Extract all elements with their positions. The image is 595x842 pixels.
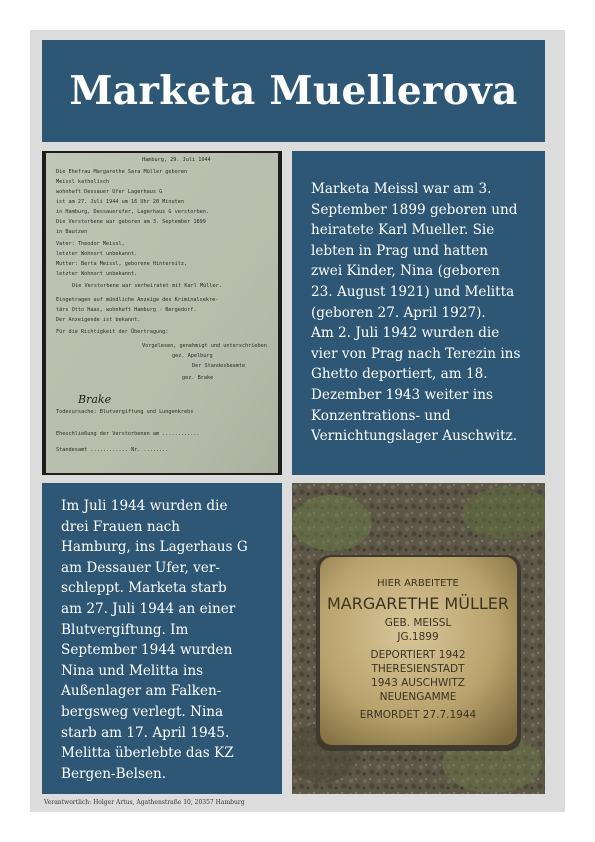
document-line: ist am 27. Juli 1944 um 16 Uhr 20 Minuten [56,199,185,205]
document-line: Die Verstorbene war geboren am 3. September 1899 [56,219,206,225]
document-line: Eingetragen auf mündliche Anzeige des Kriminalsekre- [56,297,219,303]
stone-inscription-line: JG.1899 [397,631,439,643]
document-line: letzter Wohnort unbekannt. [56,271,138,277]
document-line: gez. Apelburg [172,353,213,359]
stone-inscription-line: GEB. MEISSL [384,617,452,629]
document-line: letzter Wohnort unbekannt. [56,251,138,257]
document-line: Die Ehefrau Margarethe Sara Müller geboren [56,169,188,175]
stone-inscription-line: NEUENGAMME [379,691,457,703]
footer-credit: Verantwortlich: Holger Artus, Agathenstraße 10, 20357 Hamburg [44,799,245,806]
stone-inscription-line: HIER ARBEITETE [377,578,459,589]
page-title: Marketa Muellerova [69,68,518,114]
biography-text-top: Marketa Meissl war am 3. September 1899 geboren und heiratete Karl Mueller. Sie lebten in Prag und hatten zwei Kinder, Nina (geboren 23. August 1921) und Melitta (geboren 27. April 1927). Am 2. Juli 1942 wurden die vier von Prag nach Terezin ins Ghetto deportiert, am 18. Dezember 1943 weiter ins Konzentrations- und Vernichtungslager Auschwitz. [311,181,521,445]
biography-panel-bottom [42,483,282,794]
document-line: Standesamt ............ Nr. ........ [56,447,169,453]
document-line: Der Standesbeamte [192,363,246,369]
document-line: Mutter: Berta Meissl, geborene Hinternitz, [56,261,188,267]
document-line: Hamburg, 29. Juli 1944 [142,157,211,163]
death-certificate-photo [42,151,282,475]
document-line: Die Verstorbene war verheiratet mit Karl Müller. [72,283,222,289]
document-line: Vater: Theodor Meissl, [56,241,125,247]
stone-inscription-line: DEPORTIERT 1942 [370,649,466,661]
stone-inscription-line: MARGARETHE MÜLLER [326,594,510,613]
stone-inscription-line: 1943 AUSCHWITZ [371,677,465,689]
document-line: Vorgelesen, genehmigt und unterschrieben [142,343,267,349]
document-line: wohnhaft Dessauer Ufer Lagerhaus G [56,189,163,195]
document-line: in Bautzen [56,229,88,235]
stone-inscription-line: ERMORDET 27.7.1944 [359,709,477,721]
stone-inscription-line: THERESIENSTADT [371,663,465,675]
stolperstein-photo [292,483,545,794]
document-line: Für die Richtigkeit der Übertragung: [56,329,169,335]
signature: Brake [78,393,112,406]
document-line: Der Anzeigende ist bekannt. [56,317,141,323]
biography-text-bottom: Im Juli 1944 wurden die drei Frauen nach Hamburg, ins Lagerhaus G am Dessauer Ufer, ver- schleppt. Marketa starb am 27. Juli 1944 an einer Blutvergiftung. Im September 1944 wurden Nina und Melitta ins Außenlager am Falken- bergsweg verlegt. Nina starb am 17. April 1945. Melitta überlebte das KZ Bergen-Belsen. [61,498,248,782]
document-line: Meissl katholisch [56,179,110,185]
document-line: in Hamburg, Dessauerufer, Lagerhaus G verstorben. [56,209,210,215]
biography-panel-top [292,151,545,475]
document-line: Eheschließung der Verstorbenen am ............ [56,431,200,437]
document-line: Todesursache: Blutvergiftung und Lungenkrebs [56,409,194,415]
title-banner [42,40,545,142]
document-line: tärs Otto Haas, wohnhaft Hamburg - Bergedorf. [56,307,197,313]
document-line: gez. Brake [182,375,214,381]
